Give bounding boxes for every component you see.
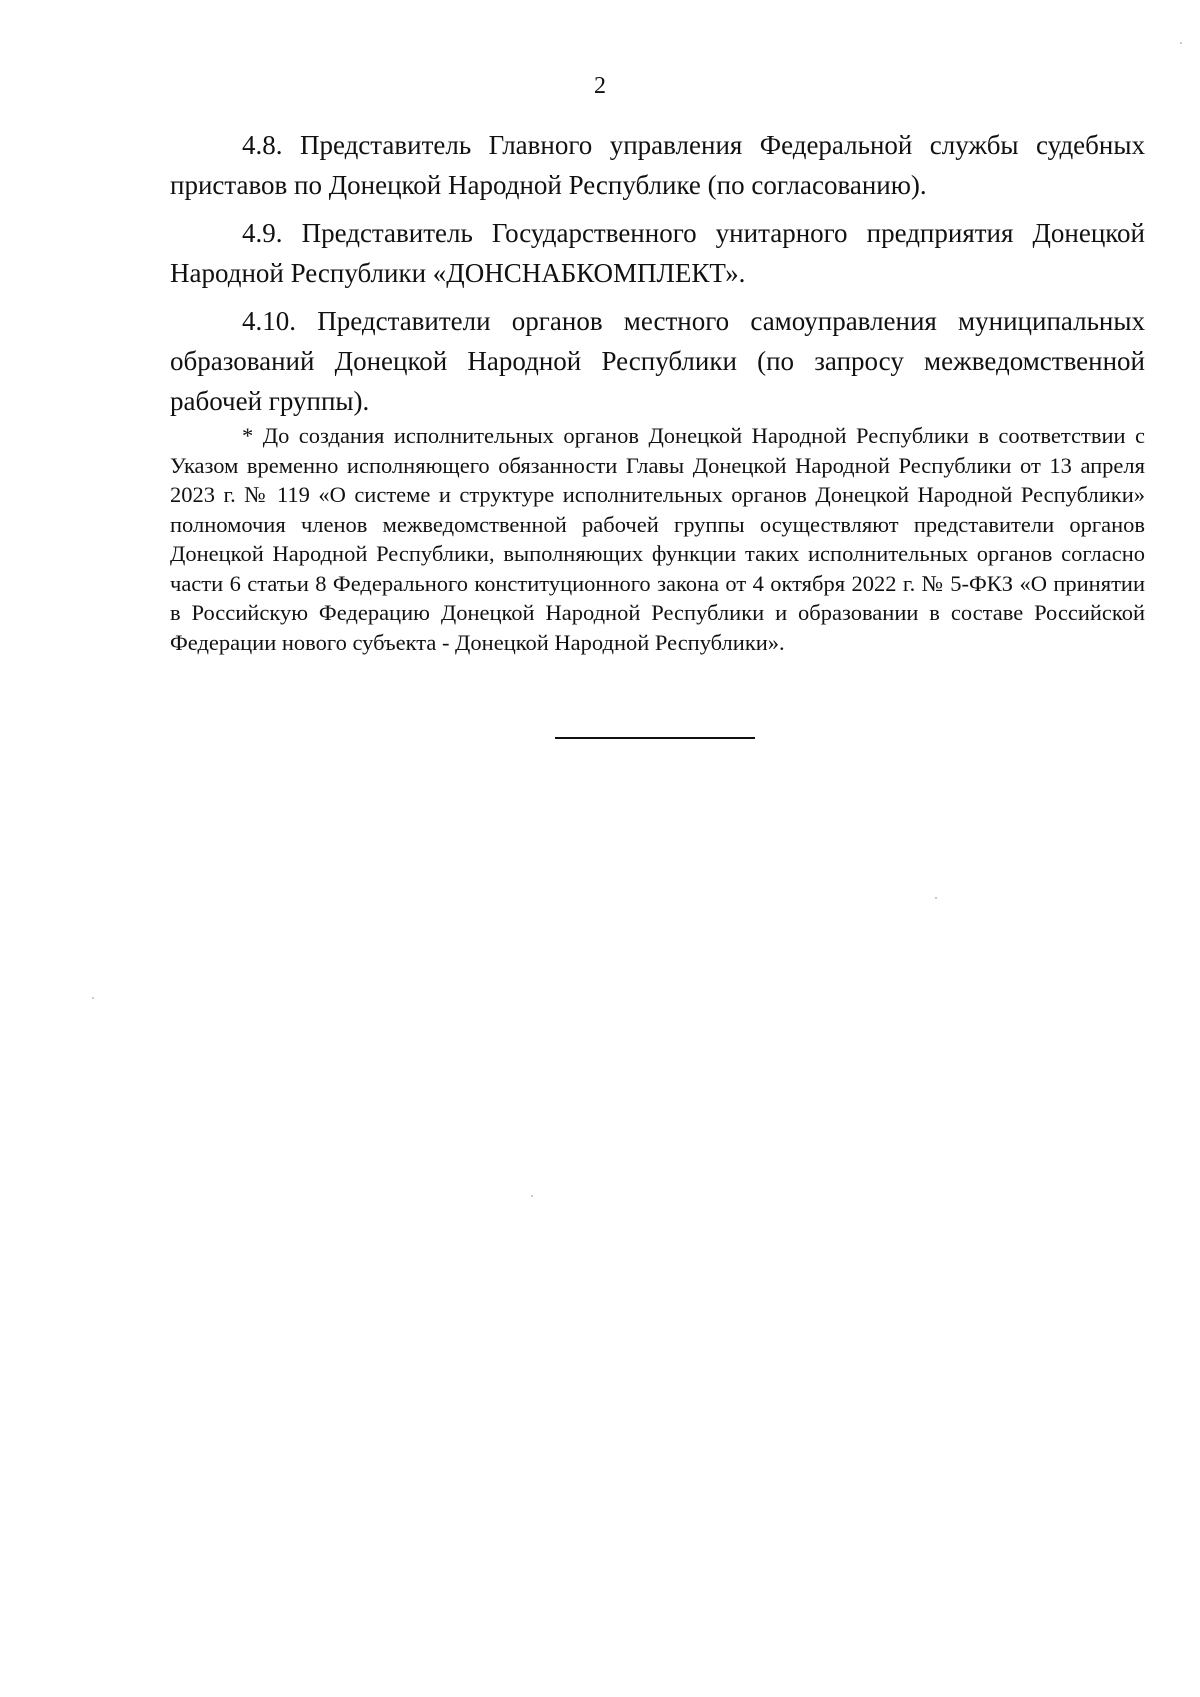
footnote: * До создания исполнительных органов Донецкой Народной Республики в соответствии с Указом временно исполняющего обязанности Главы Донецкой Народной Республики от 13 апреля 2023 г. № 119 «О системе и структуре исполнительных органов Донецкой Народной Республики» полномочия членов межведомственной рабочей группы осуществляют представители органов Донецкой Народной Республики, выполняющих функции таких исполнительных органов согласно части 6 статьи 8 Федерального конституционного закона от 4 октября 2022 г. № 5-ФКЗ «О принятии в Российскую Федерацию Донецкой Народной Республики и образовании в составе Российской Федерации нового субъекта - Донецкой Народной Республики». <box>170 423 1145 655</box>
paragraph-4-9: 4.9. Представитель Государственного унитарного предприятия Донецкой Народной Республики «ДОНСНАБКОМПЛЕКТ». <box>170 218 1145 288</box>
scan-speck <box>92 997 94 999</box>
end-of-document-rule <box>555 737 755 739</box>
page-number: 2 <box>594 73 606 99</box>
scan-speck <box>1180 42 1182 44</box>
paragraph-4-8: 4.8. Представитель Главного управления Федеральной службы судебных приставов по Донецкой Народной Республике (по согласованию). <box>170 130 1145 200</box>
document-body <box>170 125 1145 429</box>
paragraph-4-10: 4.10. Представители органов местного самоуправления муниципальных образований Донецкой Народной Республики (по запросу межведомственной рабочей группы). <box>170 306 1145 416</box>
scan-speck <box>531 1195 533 1197</box>
scan-speck <box>935 897 937 899</box>
